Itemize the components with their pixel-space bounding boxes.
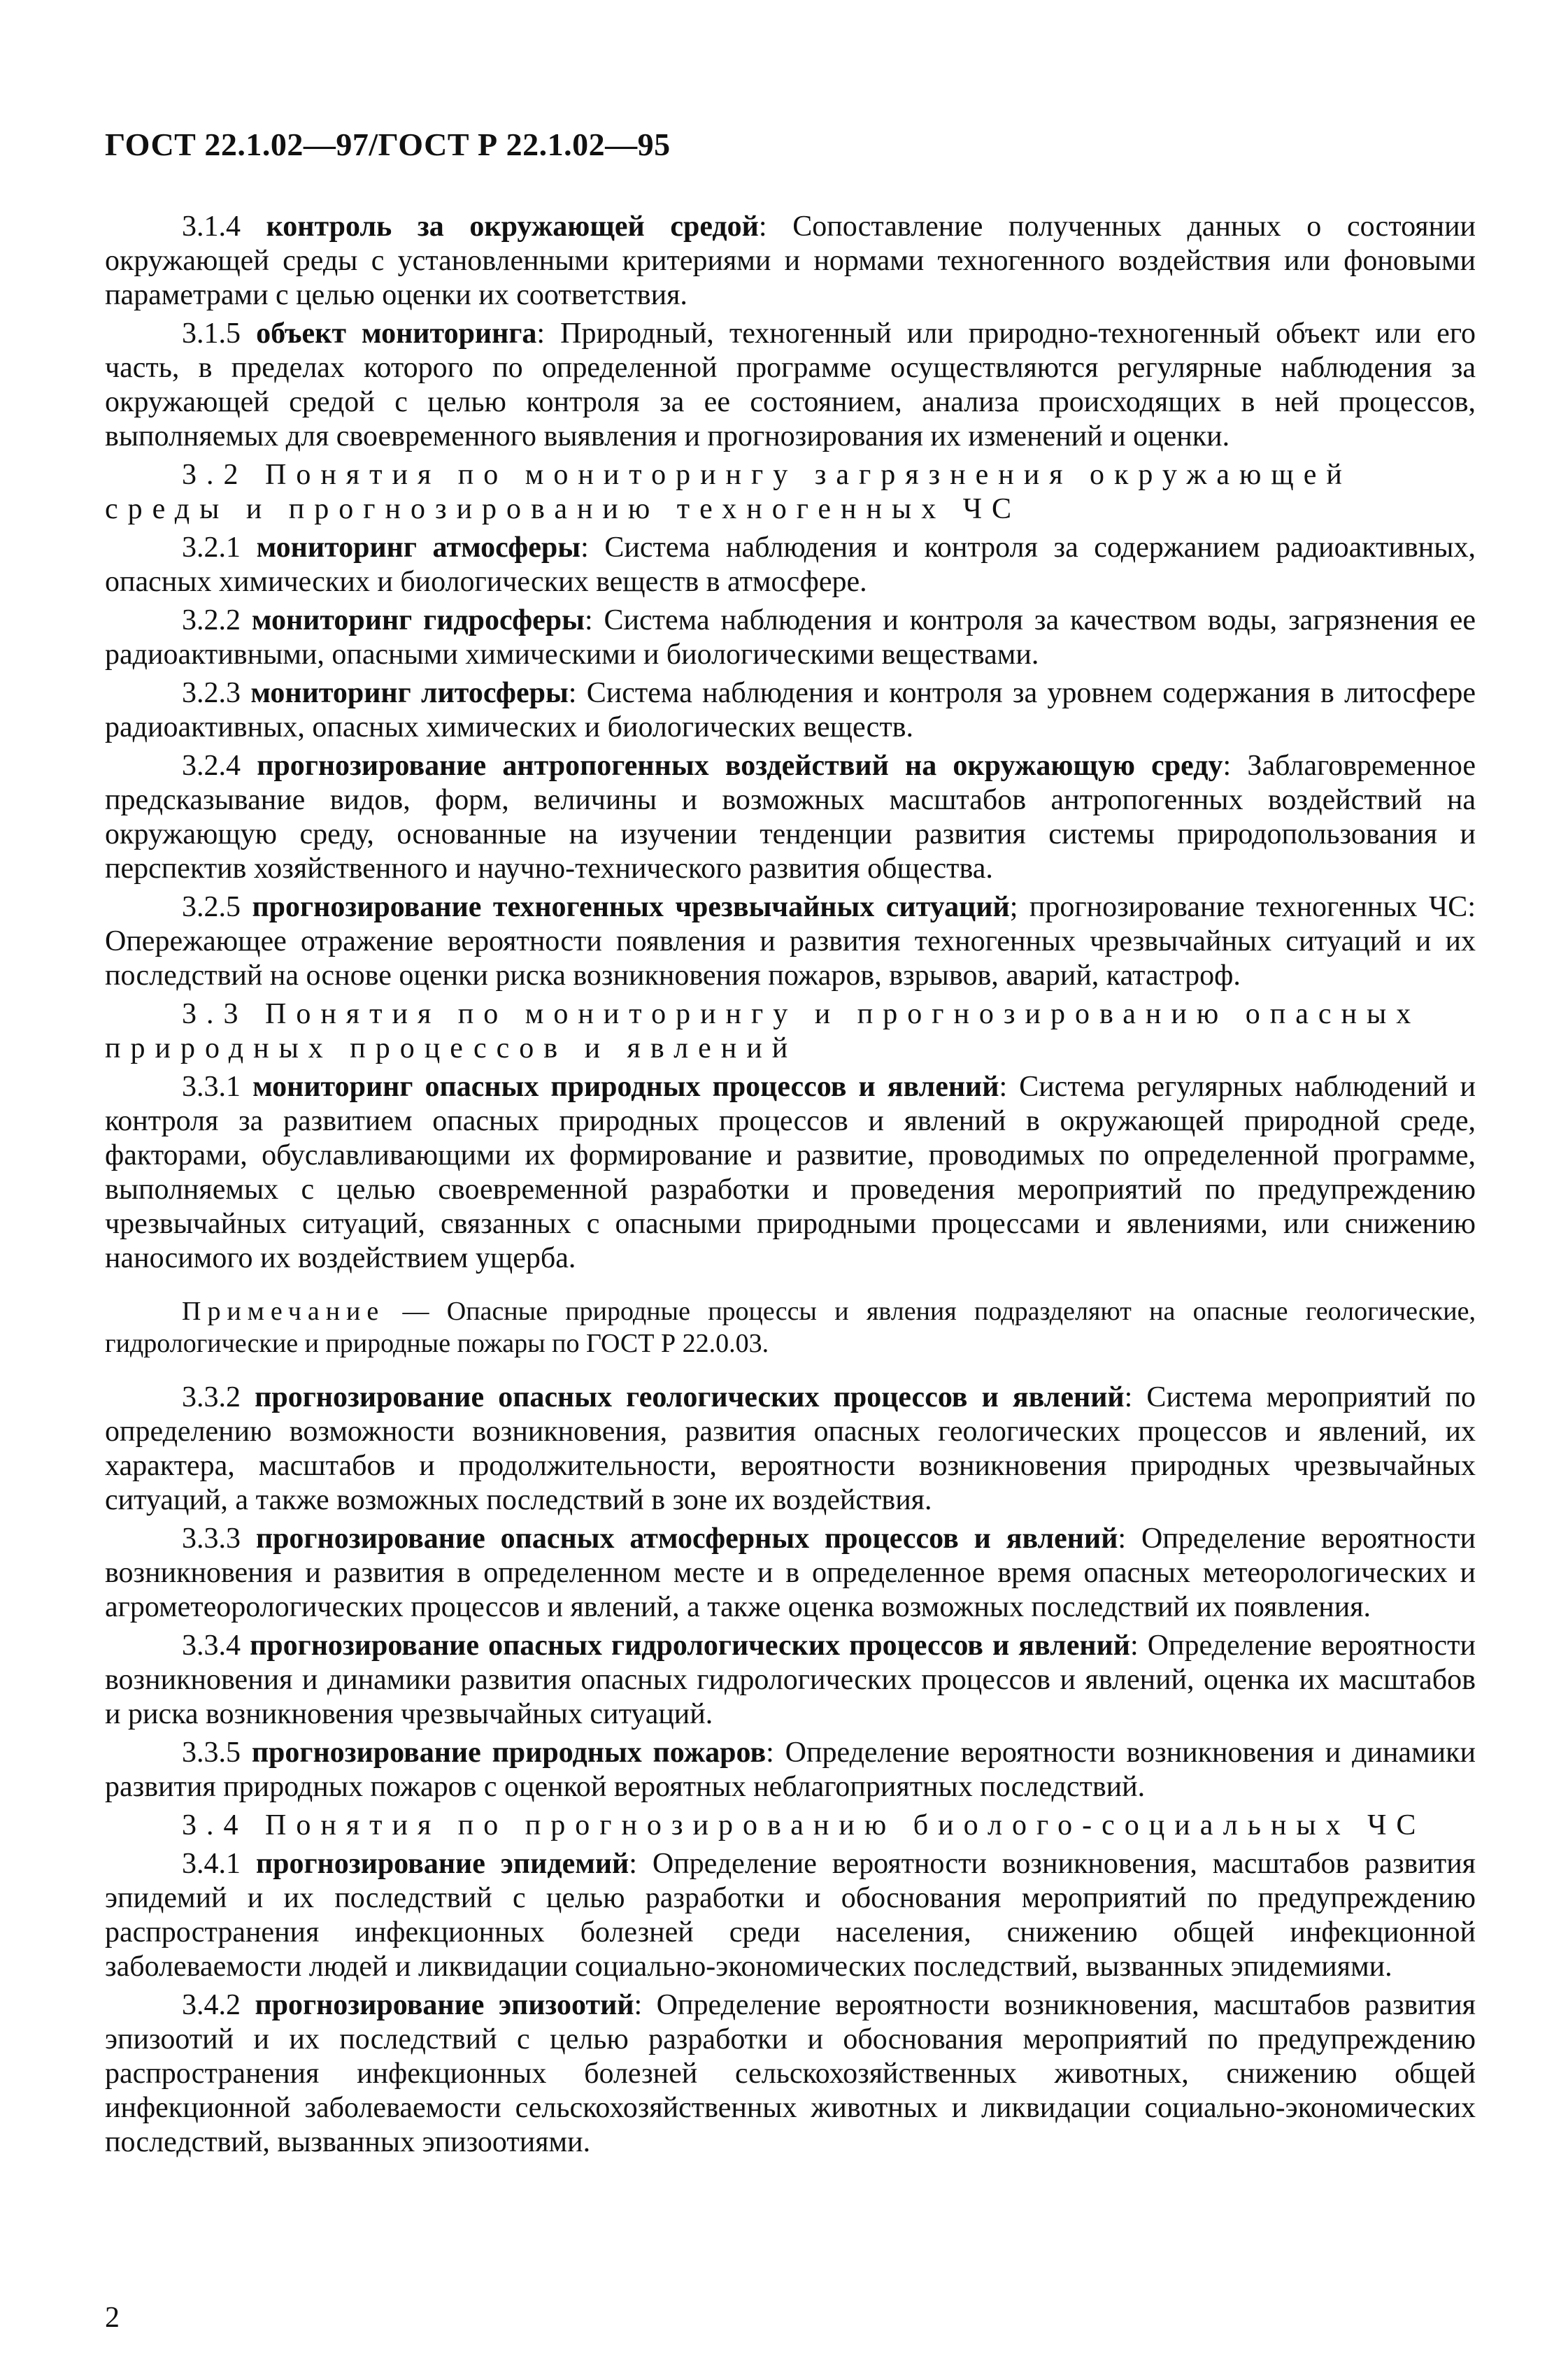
term-separator: : <box>758 211 767 243</box>
term-separator: : <box>580 532 589 564</box>
page-number: 2 <box>105 2302 120 2334</box>
definition-3-3-2 <box>105 1381 1476 1518</box>
definition-text: Система мероприятий по определению возможности возникновения, развития опасных геологических процессов и явлений, их характера, масштабов и продолжительности, вероятности возникновения природных чрезвычайных ситуаций, а также возможных последствий в зоне их воздействия. <box>105 1381 1476 1516</box>
term: контроль за окружающей средой <box>266 211 759 243</box>
term: прогнозирование опасных атмосферных процессов и явлений <box>255 1523 1118 1555</box>
note-label: Примечание <box>182 1297 385 1326</box>
section-title: Понятия по мониторингу и прогнозированию опасных природных процессов и явлений <box>105 998 1421 1064</box>
definition-3-2-2 <box>105 604 1476 672</box>
definition-text: Определение вероятности возникновения, масштабов развития эпизоотий и их последствий с целью разработки и обоснования мероприятий по предупреждению распространения инфекционных болезней сельскохозяйственных животных, снижению общей инфекционной заболеваемости сельскохозяйственных животных и ликвидации социально-экономических последствий, вызванных эпизоотиями. <box>105 1989 1476 2158</box>
term: прогнозирование антропогенных воздействий на окружающую среду <box>257 750 1223 782</box>
clause-number: 3.3.4 <box>182 1630 241 1662</box>
definition-3-4-1 <box>105 1847 1476 1984</box>
definition-text: Определение вероятности возникновения и динамики развития опасных гидрологических процессов и явлений, оценка их масштабов и риска возникновения чрезвычайных ситуаций. <box>105 1630 1476 1730</box>
section-number: 3.2 <box>182 459 248 491</box>
section-heading-3-4 <box>105 1809 1476 1843</box>
definition-text: Природный, техногенный или природно-техногенный объект или его часть, в пределах которого по определенной программе осуществляются регулярные наблюдения за окружающей средой с целью контроля за ее состоянием, анализа происходящих в ней процессов, выполняемых для своевременного выявления и прогнозирования их изменений и оценки. <box>105 318 1476 453</box>
term-separator: : <box>1129 1630 1139 1662</box>
clause-number: 3.2.3 <box>182 677 241 709</box>
clause-number: 3.3.3 <box>182 1523 241 1555</box>
note-text: — Опасные природные процессы и явления подразделяют на опасные геологические, гидрологические и природные пожары по ГОСТ Р 22.0.03. <box>105 1297 1476 1358</box>
definition-text: Определение вероятности возникновения и развития в определенном месте и в определенное время опасных метеорологических и агрометеорологических процессов и явлений, а также оценка возможных последствий их появления. <box>105 1523 1476 1623</box>
definition-text: Сопоставление полученных данных о состоянии окружающей среды с установленными критериями и нормами техногенного воздействия или фоновыми параметрами с целью оценки их соответствия. <box>105 211 1476 311</box>
definition-text: Система наблюдения и контроля за качеством воды, загрязнения ее радиоактивными, опасными химическими и биологическими веществами. <box>105 604 1476 671</box>
clause-number: 3.2.5 <box>182 891 241 923</box>
term: прогнозирование эпидемий <box>255 1848 629 1880</box>
term: прогнозирование техногенных чрезвычайных ситуаций <box>252 891 1010 923</box>
section-title: Понятия по прогнозированию биолого-социальных ЧС <box>265 1809 1426 1841</box>
term-separator: : <box>634 1989 643 2021</box>
clause-number: 3.2.4 <box>182 750 241 782</box>
term: прогнозирование опасных геологических процессов и явлений <box>255 1381 1125 1413</box>
clause-number: 3.3.1 <box>182 1071 241 1103</box>
term-separator: : <box>999 1071 1008 1103</box>
term: прогнозирование опасных гидрологических процессов и явлений <box>250 1630 1130 1662</box>
term-separator: : <box>568 677 577 709</box>
definition-3-2-1 <box>105 531 1476 599</box>
term-separator: : <box>1124 1381 1133 1413</box>
term-separator: : <box>1118 1523 1127 1555</box>
term-separator: : <box>1223 750 1232 782</box>
term: прогнозирование природных пожаров <box>251 1737 767 1769</box>
definition-text: Заблаговременное предсказывание видов, форм, величины и возможных масштабов антропогенных воздействий на окружающую среду, основанные на изучении тенденции развития системы природопользования и перспектив хозяйственного и научно-технического развития общества. <box>105 750 1476 885</box>
clause-number: 3.1.5 <box>182 318 241 350</box>
note-paragraph <box>105 1295 1476 1360</box>
term: мониторинг опасных природных процессов и явлений <box>252 1071 999 1103</box>
definition-3-3-1 <box>105 1070 1476 1276</box>
definition-3-1-5 <box>105 317 1476 454</box>
term-separator: : <box>584 604 593 636</box>
document-body <box>105 210 1476 2164</box>
term: мониторинг гидросферы <box>251 604 585 636</box>
section-heading-3-2 <box>105 458 1476 527</box>
section-title: Понятия по мониторингу загрязнения окружающей среды и прогнозированию техногенных ЧС <box>105 459 1352 525</box>
term: объект мониторинга <box>256 318 537 350</box>
clause-number: 3.3.2 <box>182 1381 241 1413</box>
clause-number: 3.2.2 <box>182 604 241 636</box>
definition-text: Система наблюдения и контроля за содержанием радиоактивных, опасных химических и биологических веществ в атмосфере. <box>105 532 1476 598</box>
definition-3-3-3 <box>105 1522 1476 1625</box>
definition-text: Система наблюдения и контроля за уровнем содержания в литосфере радиоактивных, опасных химических и биологических веществ. <box>105 677 1476 743</box>
definition-3-3-4 <box>105 1629 1476 1732</box>
clause-number: 3.4.1 <box>182 1848 241 1880</box>
definition-text: Определение вероятности возникновения, масштабов развития эпидемий и их последствий с целью разработки и обоснования мероприятий по предупреждению распространения инфекционных болезней среди населения, снижению общей инфекционной заболеваемости людей и ликвидации социально-экономических последствий, вызванных эпидемиями. <box>105 1848 1476 1983</box>
definition-3-3-5 <box>105 1736 1476 1804</box>
definition-3-2-4 <box>105 749 1476 886</box>
definition-text: Определение вероятности возникновения и динамики развития природных пожаров с оценкой вероятных неблагоприятных последствий. <box>105 1737 1476 1803</box>
term-separator: : <box>766 1737 774 1769</box>
definition-3-2-3 <box>105 676 1476 745</box>
clause-number: 3.2.1 <box>182 532 241 564</box>
section-number: 3.4 <box>182 1809 248 1841</box>
term: мониторинг атмосферы <box>256 532 581 564</box>
clause-number: 3.1.4 <box>182 211 241 243</box>
clause-number: 3.4.2 <box>182 1989 241 2021</box>
definition-3-2-5 <box>105 890 1476 993</box>
definition-text: Система регулярных наблюдений и контроля за развитием опасных природных процессов и явлений в окружающей природной среде, факторами, обуславливающими их формирование и развитие, проводимых по определенной программе, выполняемых с целью своевременной разработки и проведения мероприятий по предупреждению чрезвычайных ситуаций, связанных с опасными природными процессами и явлениями, или снижению наносимого их воздействием ущерба. <box>105 1071 1476 1274</box>
definition-3-1-4 <box>105 210 1476 313</box>
standard-header: ГОСТ 22.1.02—97/ГОСТ Р 22.1.02—95 <box>105 127 671 162</box>
clause-number: 3.3.5 <box>182 1737 241 1769</box>
section-number: 3.3 <box>182 998 248 1030</box>
section-heading-3-3 <box>105 997 1476 1066</box>
term-separator: : <box>536 318 546 350</box>
term-separator: : <box>629 1848 637 1880</box>
term: прогнозирование эпизоотий <box>255 1989 634 2021</box>
term: мониторинг литосферы <box>250 677 569 709</box>
definition-text: прогнозирование техногенных ЧС: Опережающее отражение вероятности появления и развития техногенных чрезвычайных ситуаций и их последствий на основе оценки риска возникновения пожаров, взрывов, аварий, катастроф. <box>105 891 1476 992</box>
definition-3-4-2 <box>105 1988 1476 2160</box>
term-separator: ; <box>1009 891 1018 923</box>
